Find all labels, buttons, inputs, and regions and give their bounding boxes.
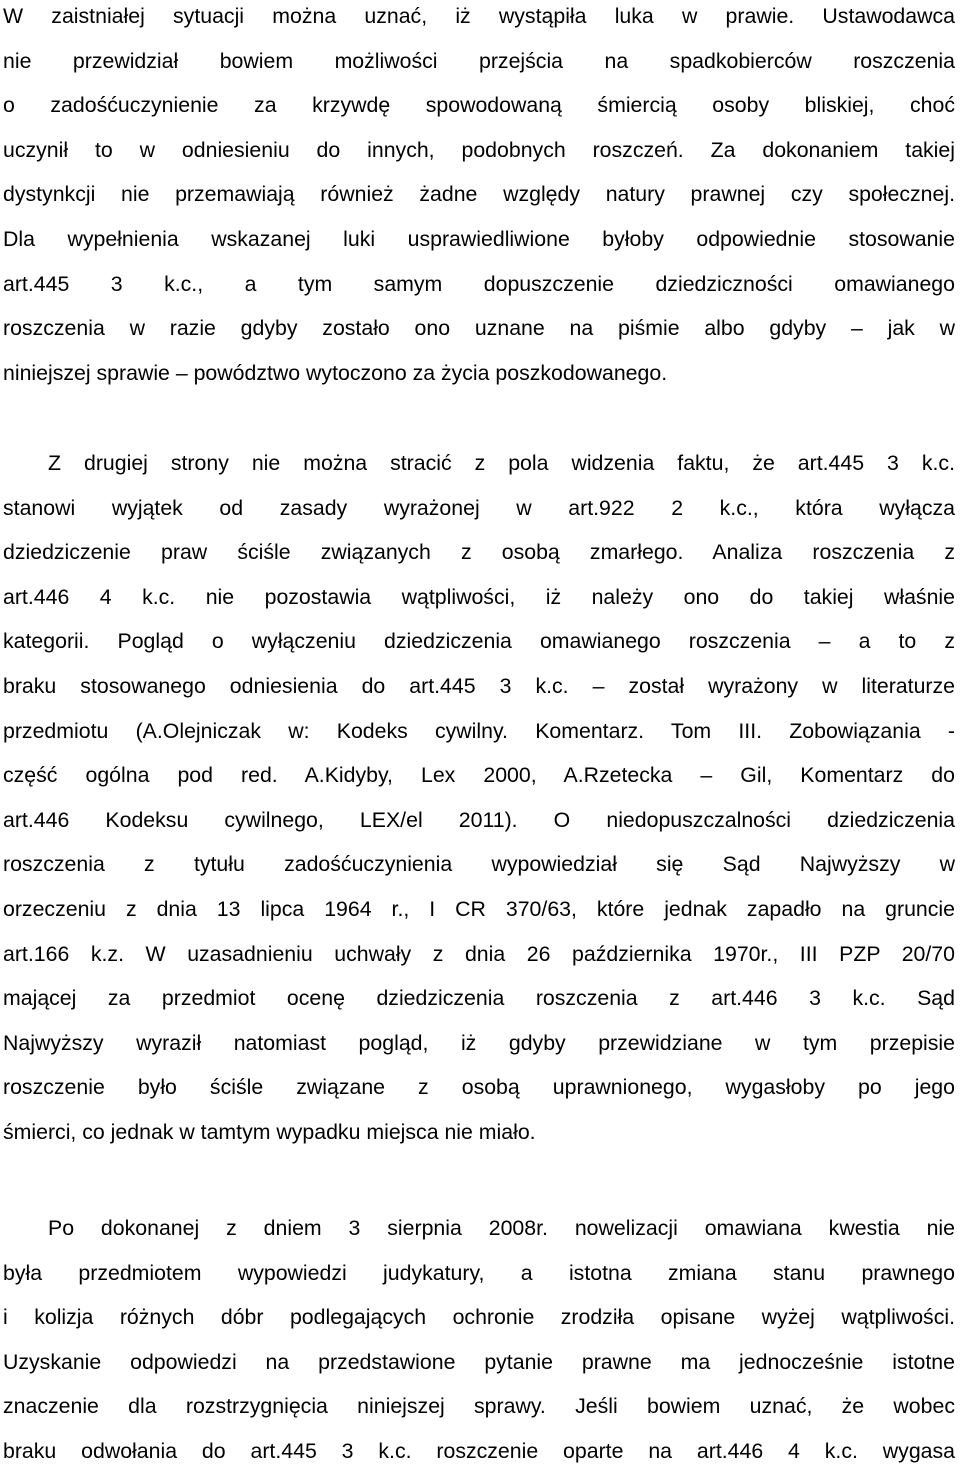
text-line: i kolizja różnych dóbr podlegających ochronie zrodziła opisane wyżej wątpliwości. [3,1305,955,1330]
paragraph-3 [3,1206,955,1474]
text-line: orzeczeniu z dnia 13 lipca 1964 r., I CR 370/63, które jednak zapadło na gruncie [3,896,955,921]
text-line: Po dokonanej z dniem 3 sierpnia 2008r. nowelizacji omawiana kwestia nie [48,1216,955,1240]
text-line: znaczenie dla rozstrzygnięcia niniejszej sprawy. Jeśli bowiem uznać, że wobec [3,1394,955,1419]
text-line: kategorii. Pogląd o wyłączeniu dziedziczenia omawianego roszczenia – a to z [3,629,955,654]
text-line: W zaistniałej sytuacji można uznać, iż wystąpiła luka w prawie. Ustawodawca [3,4,955,28]
text-line: art.446 4 k.c. nie pozostawia wątpliwości, iż należy ono do takiej właśnie [3,584,955,609]
text-line: śmierci, co jednak w tamtym wypadku miejsca nie miało. [3,1119,536,1144]
text-line: przedmiotu (A.Olejniczak w: Kodeks cywilny. Komentarz. Tom III. Zobowiązania - [3,718,955,743]
text-line: Uzyskanie odpowiedzi na przedstawione pytanie prawne ma jednocześnie istotne [3,1349,955,1374]
text-line: nie przewidział bowiem możliwości przejścia na spadkobierców roszczenia [3,48,955,73]
text-line: o zadośćuczynienie za krzywdę spowodowaną śmiercią osoby bliskiej, choć [3,93,955,118]
text-line: roszczenie było ściśle związane z osobą uprawnionego, wygasłoby po jego [3,1075,955,1100]
text-line: braku odwołania do art.445 3 k.c. roszczenie oparte na art.446 4 k.c. wygasa [3,1438,955,1463]
text-line: Najwyższy wyraził natomiast pogląd, iż gdyby przewidziane w tym przepisie [3,1030,955,1055]
text-line: art.445 3 k.c., a tym samym dopuszczenie dziedziczności omawianego [3,271,955,296]
paragraph-2 [3,441,955,1155]
text-line: roszczenia w razie gdyby zostało ono uznane na piśmie albo gdyby – jak w [3,316,955,341]
text-line: stanowi wyjątek od zasady wyrażonej w art.922 2 k.c., która wyłącza [3,495,955,520]
text-line: była przedmiotem wypowiedzi judykatury, a istotna zmiana stanu prawnego [3,1260,955,1285]
text-line: uczynił to w odniesieniu do innych, podobnych roszczeń. Za dokonaniem takiej [3,137,955,162]
text-line: braku stosowanego odniesienia do art.445 3 k.c. – został wyrażony w literaturze [3,673,955,698]
text-line: art.166 k.z. W uzasadnieniu uchwały z dnia 26 października 1970r., III PZP 20/70 [3,941,955,966]
text-line: Z drugiej strony nie można stracić z pola widzenia faktu, że art.445 3 k.c. [48,451,955,475]
text-line: dziedziczenie praw ściśle związanych z osobą zmarłego. Analiza roszczenia z [3,540,955,565]
text-line: dystynkcji nie przemawiają również żadne względy natury prawnej czy społecznej. [3,182,955,207]
text-line: mającej za przedmiot ocenę dziedziczenia roszczenia z art.446 3 k.c. Sąd [3,986,955,1011]
text-line: roszczenia z tytułu zadośćuczynienia wypowiedział się Sąd Najwyższy w [3,852,955,877]
text-line: Dla wypełnienia wskazanej luki usprawiedliwione byłoby odpowiednie stosowanie [3,226,955,251]
paragraph-1 [3,0,955,395]
text-line: część ogólna pod red. A.Kidyby, Lex 2000, A.Rzetecka – Gil, Komentarz do [3,763,955,788]
text-line: art.446 Kodeksu cywilnego, LEX/el 2011). O niedopuszczalności dziedziczenia [3,807,955,832]
text-line: niniejszej sprawie – powództwo wytoczono za życia poszkodowanego. [3,360,668,385]
